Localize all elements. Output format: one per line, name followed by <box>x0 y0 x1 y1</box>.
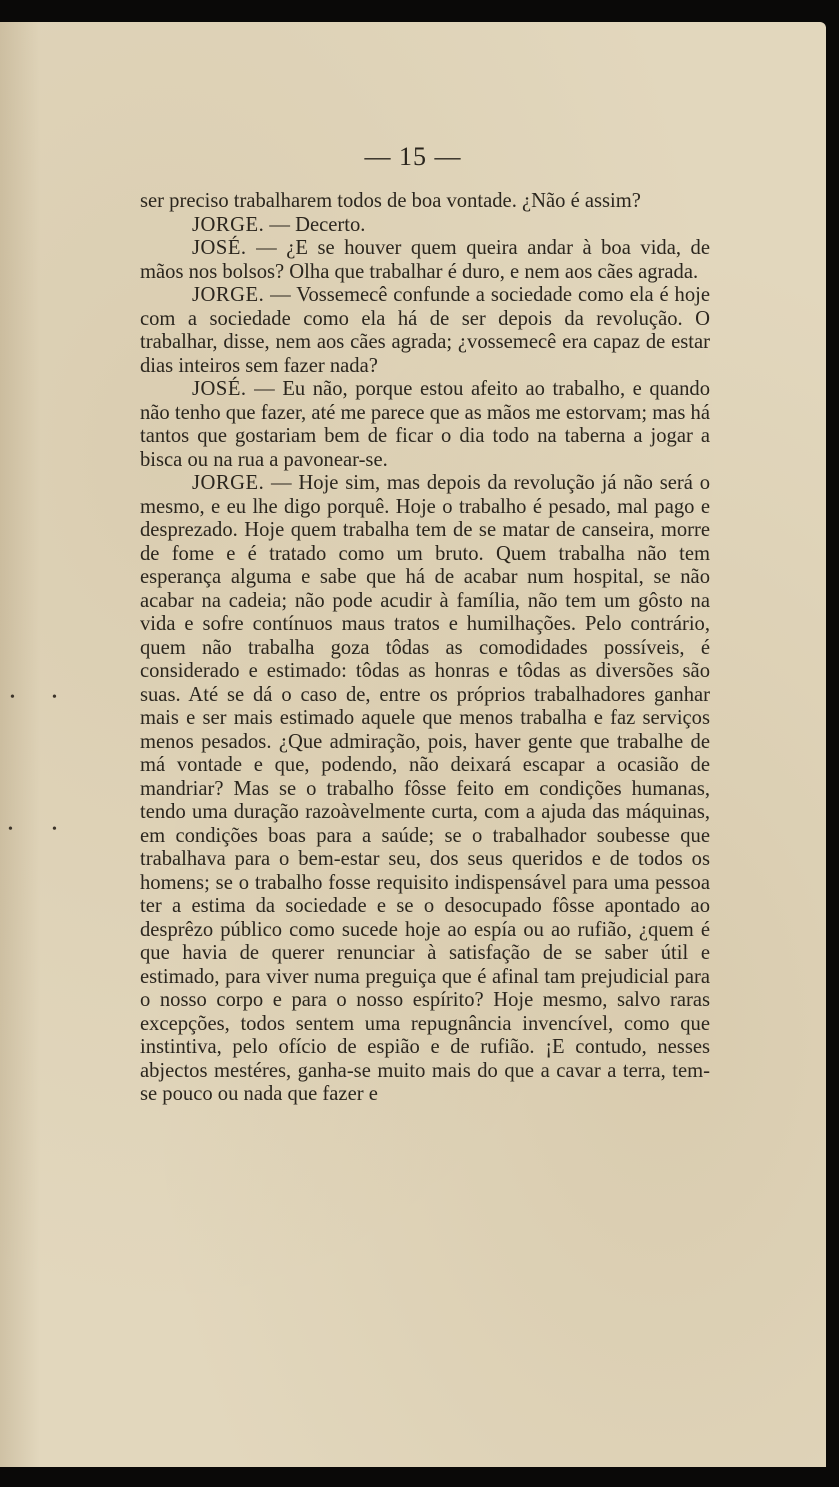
paragraph-text: — Eu não, porque estou afeito ao trabalho, e quando não tenho que fazer, até me parece que as mãos me estorvam; mas há tantos que gostariam bem de ficar o dia todo na taberna a jogar a bisca ou na rua a pavonear-se. <box>140 378 710 471</box>
page-body <box>140 190 710 1107</box>
paragraph-4 <box>140 378 710 472</box>
speaker-name: JORGE. <box>192 213 265 236</box>
paragraph-text: — Vossemecê confunde a sociedade como ela é hoje com a sociedade como ela há de ser depois da revolução. O trabalhar, disse, nem aos cães agrada; ¿vossemecê era capaz de estar dias inteiros sem fazer nada? <box>140 284 710 377</box>
paragraph-text: — Decerto. <box>264 213 366 236</box>
paragraph-5 <box>140 472 710 1107</box>
speaker-name: JOSÉ. <box>192 237 247 259</box>
speaker-name: JORGE. <box>192 284 265 306</box>
paragraph-text: — Hoje sim, mas depois da revolução já não será o mesmo, e eu lhe digo porquê. Hoje o trabalho é pesado, mal pago e desprezado. Hoje quem trabalha tem de se matar de canseira, morre de fome e é tratado como um bruto. Quem trabalha não tem esperança alguma e sabe que há de acabar num hospital, se não acabar na cadeia; não pode acudir à família, não tem um gôsto na vida e sofre contínuos maus tratos e humilhações. Pelo contrário, quem não trabalha goza tôdas as comodidades possíveis, é considerado e estimado: tôdas as honras e tôdas as diversões são suas. Até se dá o caso de, entre os próprios trabalhadores ganhar mais e ser mais estimado aquele que menos trabalha e faz serviços menos pesados. ¿Que admiração, pois, haver gente que trabalhe de má vontade e que, podendo, não deixará escapar a ocasião de mandriar? Mas se o trabalho fôsse feito em condições humanas, tendo uma duração razoàvelmente curta, com a ajuda das máquinas, em condições boas para a saúde; se o trabalhador soubesse que trabalhava para o bem-estar seu, dos seus queridos e de todos os homens; se o trabalho fosse requisito indispensável para uma pessoa ter a estima da sociedade e se o desocupado fôsse apontado ao desprêzo público como sucede hoje ao espía ou ao rufião, ¿quem é que havia de querer renunciar à satisfação de se saber útil e estimado, para viver numa preguiça que é afinal tam prejudicial para o nosso corpo e para o nosso espírito? Hoje mesmo, salvo raras excepções, todos sentem uma repugnância invencível, como que instintiva, pelo ofício de espião e de rufião. ¡E contudo, nesses abjectos mestéres, ganha-se muito mais do que a cavar a terra, tem-se pouco ou nada que fazer e <box>140 472 710 1105</box>
paragraph-0 <box>140 190 710 214</box>
page-number: — 15 — <box>364 142 462 171</box>
paragraph-text: — ¿E se houver quem queira andar à boa vida, de mãos nos bolsos? Olha que trabalhar é duro, e nem aos cães agrada. <box>140 237 710 283</box>
margin-speck-mark: • <box>52 822 57 837</box>
book-page <box>0 22 826 1467</box>
speaker-name: JORGE. <box>192 472 265 494</box>
speaker-name: JOSÉ. <box>192 378 247 400</box>
paragraph-text: ser preciso trabalharem todos de boa vontade. ¿Não é assim? <box>140 190 641 212</box>
margin-speck-mark: • <box>8 822 13 837</box>
margin-speck-mark: • <box>52 690 57 705</box>
paragraph-1 <box>140 214 710 238</box>
paragraph-3 <box>140 284 710 378</box>
paragraph-2 <box>140 237 710 284</box>
margin-speck-mark: • <box>10 690 15 705</box>
